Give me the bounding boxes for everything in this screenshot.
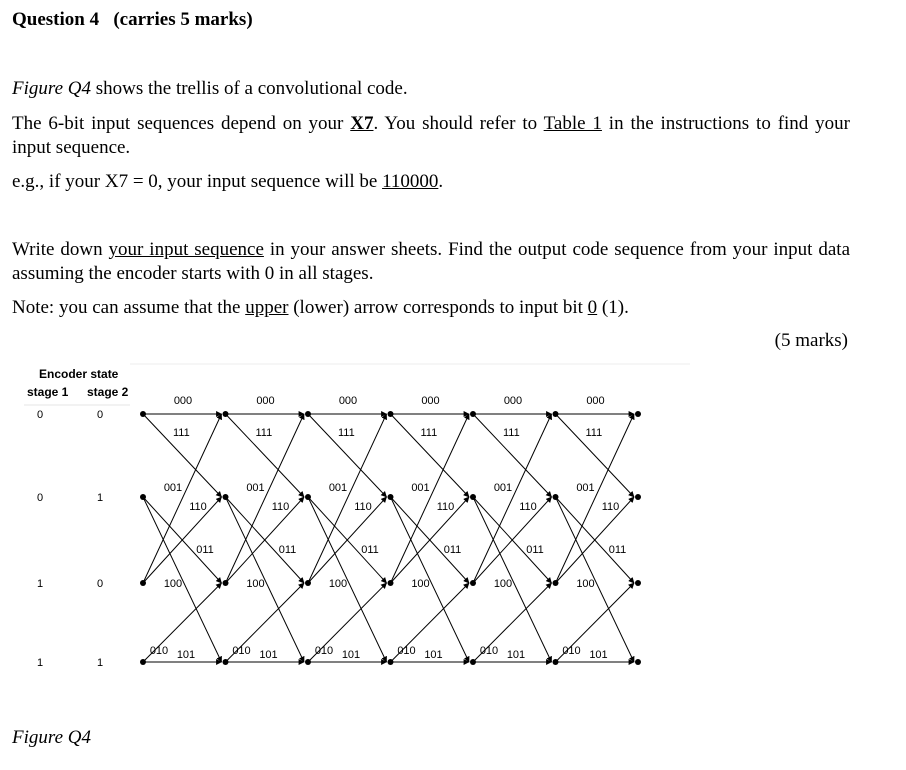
- note-text-c: (1).: [597, 297, 629, 318]
- branch-output-label: 100: [493, 578, 513, 590]
- example-sequence: 110000: [382, 171, 439, 192]
- figure-reference: Figure Q4: [12, 78, 91, 99]
- branch-output-label: 101: [259, 649, 278, 661]
- state-node: [223, 494, 229, 500]
- state-label-s1-1: 0: [36, 492, 44, 504]
- state-node: [388, 659, 394, 665]
- state-label-s1-3: 1: [36, 657, 44, 669]
- branch-output-label: 111: [255, 427, 273, 439]
- example-end: .: [438, 171, 444, 192]
- question-title: Question 4: [12, 9, 100, 30]
- branch-output-label: 011: [196, 544, 214, 556]
- branch-output-label: 110: [601, 501, 620, 513]
- branch-output-label: 001: [411, 482, 430, 494]
- branch-output-label: 010: [562, 645, 581, 657]
- state-label-s2-0: 0: [96, 409, 104, 421]
- branch-output-label: 100: [163, 578, 183, 590]
- branch-output-label: 100: [246, 578, 265, 590]
- note-text-b: (lower) arrow corresponds to input bit: [288, 297, 588, 318]
- branch-output-label: 110: [189, 501, 207, 513]
- question-marks-note: (carries 5 marks): [113, 9, 253, 30]
- figure-caption: Figure Q4: [12, 727, 91, 748]
- p2-text-c: in the instructions to find your input sequence.: [12, 113, 850, 158]
- state-node: [140, 494, 146, 500]
- branch-output-label: 000: [503, 395, 523, 407]
- state-node: [553, 494, 559, 500]
- encoder-state-header: Encoder state: [39, 367, 119, 381]
- marks-label: (5 marks): [774, 330, 848, 351]
- state-node: [305, 494, 311, 500]
- branch-output-label: 111: [420, 427, 438, 439]
- branch-output-label: 100: [576, 578, 595, 590]
- state-label-s2-1: 1: [96, 492, 104, 504]
- state-node: [470, 659, 476, 665]
- example-line: [12, 170, 443, 194]
- state-node: [553, 659, 559, 665]
- task-underlined: your input sequence: [108, 239, 264, 260]
- note-upper: upper: [245, 297, 289, 318]
- state-node: [553, 580, 559, 586]
- state-node: [305, 659, 311, 665]
- branch-output-label: 101: [176, 649, 196, 661]
- table-1-reference: Table 1: [543, 113, 602, 134]
- branch-output-label: 110: [354, 501, 372, 513]
- p2-text-b: . You should refer to: [373, 113, 544, 134]
- input-sequence-paragraph: [12, 112, 850, 160]
- branch-output-label: 011: [278, 544, 297, 556]
- branch-output-label: 101: [589, 649, 608, 661]
- state-node: [470, 494, 476, 500]
- state-node: [223, 580, 229, 586]
- state-node: [470, 411, 476, 417]
- state-node: [635, 411, 641, 417]
- state-node: [140, 580, 146, 586]
- question-heading: [12, 9, 253, 31]
- state-node: [223, 411, 229, 417]
- state-node: [140, 659, 146, 665]
- branch-output-label: 010: [149, 645, 169, 657]
- branch-output-label: 101: [341, 649, 361, 661]
- state-node: [305, 411, 311, 417]
- task-text-a: Write down: [12, 239, 109, 260]
- branch-output-label: 110: [271, 501, 290, 513]
- task-paragraph: [12, 238, 850, 286]
- branch-output-label: 110: [519, 501, 537, 513]
- state-node: [140, 411, 146, 417]
- branch-output-label: 011: [443, 544, 462, 556]
- state-label-s2-2: 0: [96, 578, 104, 590]
- branch-output-label: 101: [424, 649, 443, 661]
- branch-output-label: 001: [328, 482, 348, 494]
- state-node: [635, 659, 641, 665]
- branch-output-label: 100: [328, 578, 348, 590]
- x7-label: X7: [350, 113, 374, 134]
- note-text-a: Note: you can assume that the: [12, 297, 246, 318]
- stage2-header: stage 2: [87, 385, 129, 399]
- state-node: [553, 411, 559, 417]
- state-node: [470, 580, 476, 586]
- branch-output-label: 011: [608, 544, 627, 556]
- branch-output-label: 100: [411, 578, 430, 590]
- branch-output-label: 011: [526, 544, 544, 556]
- trellis-diagram: [0, 360, 700, 680]
- branch-output-label: 101: [506, 649, 526, 661]
- task-text-b: in your answer sheets. Find the output code sequence from your input data assuming the encoder starts with 0 in all stages.: [12, 239, 850, 284]
- stage1-header: stage 1: [27, 385, 69, 399]
- branch-output-label: 011: [361, 544, 379, 556]
- branch-output-label: 110: [436, 501, 455, 513]
- state-node: [635, 580, 641, 586]
- intro-line: [12, 77, 408, 101]
- branch-output-label: 000: [586, 395, 605, 407]
- state-node: [305, 580, 311, 586]
- state-label-s2-3: 1: [96, 657, 104, 669]
- branch-output-label: 001: [163, 482, 183, 494]
- state-node: [388, 580, 394, 586]
- state-node: [388, 494, 394, 500]
- note-line: [12, 296, 629, 320]
- branch-output-label: 111: [338, 427, 355, 439]
- branch-output-label: 010: [314, 645, 334, 657]
- branch-output-label: 010: [479, 645, 499, 657]
- branch-output-label: 000: [173, 395, 193, 407]
- branch-output-label: 111: [173, 427, 190, 439]
- branch-output-label: 000: [256, 395, 275, 407]
- branch-output-label: 001: [576, 482, 595, 494]
- state-node: [635, 494, 641, 500]
- p2-text-a: The 6-bit input sequences depend on your: [12, 113, 351, 134]
- note-bit: 0: [587, 297, 598, 318]
- state-node: [223, 659, 229, 665]
- branch-output-label: 000: [338, 395, 358, 407]
- branch-output-label: 010: [397, 645, 416, 657]
- branch-output-label: 010: [232, 645, 251, 657]
- example-text: e.g., if your X7 = 0, your input sequence will be: [12, 171, 383, 192]
- state-label-s1-0: 0: [36, 409, 44, 421]
- branch-output-label: 000: [421, 395, 440, 407]
- intro-text: shows the trellis of a convolutional code.: [90, 78, 408, 99]
- state-node: [388, 411, 394, 417]
- branch-output-label: 001: [493, 482, 513, 494]
- state-label-s1-2: 1: [36, 578, 44, 590]
- branch-output-label: 111: [585, 427, 603, 439]
- branch-output-label: 001: [246, 482, 265, 494]
- branch-output-label: 111: [503, 427, 520, 439]
